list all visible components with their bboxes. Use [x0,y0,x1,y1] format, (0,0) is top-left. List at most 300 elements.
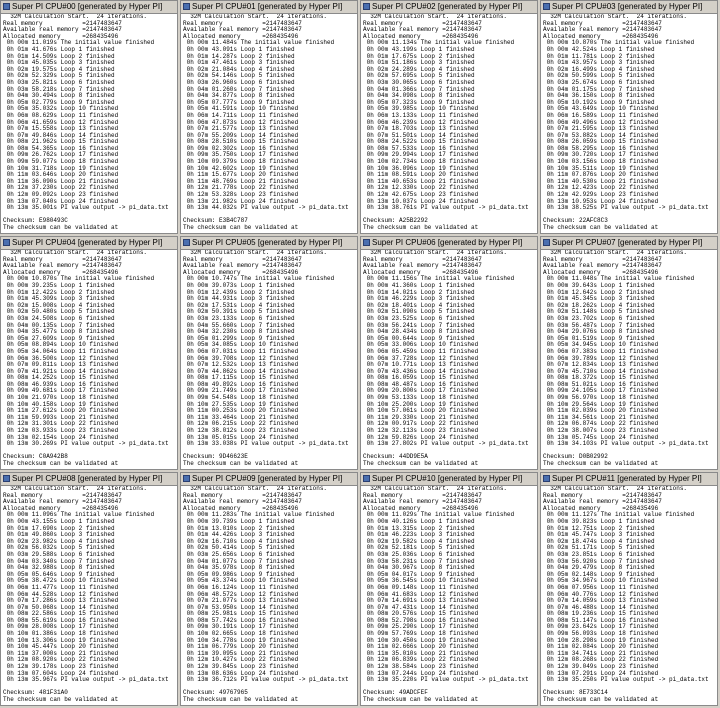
loop-line: 0h 12m 39.845s Loop 23 finished [183,663,299,671]
loop-line: 0h 04m 55.660s Loop 7 finished [183,321,295,329]
superpi-window[interactable] [360,472,538,706]
loop-line: 0h 09m 30.720s Loop 17 finished [543,151,659,159]
loop-line: 0h 05m 39.985s Loop 10 finished [363,105,479,113]
loop-line: 0h 06m 46.239s Loop 12 finished [363,118,479,126]
loop-line: 0h 11m 07.876s Loop 20 finished [543,171,659,179]
header-line: 32M Calculation Start. 24 iterations. [3,250,148,256]
loop-line: 0h 04m 32.988s Loop 8 finished [3,564,115,572]
loop-line: 0h 01m 44.931s Loop 3 finished [183,295,295,303]
app-icon [363,3,370,10]
app-icon [543,3,550,10]
header-line: Allocated memory =268435496 [543,32,659,40]
loop-line: 0h 09m 23.642s Loop 17 finished [543,623,659,631]
loop-line: 0h 05m 38.472s Loop 10 finished [3,577,119,585]
console-output [361,14,537,233]
superpi-window[interactable] [0,0,178,234]
loop-line: 0h 07m 49.846s Loop 14 finished [3,131,119,139]
loop-line: 0h 02m 51.171s Loop 5 finished [543,544,655,552]
loop-line: 0h 01m 14.509s Loop 2 finished [3,52,115,60]
header-line: 32M Calculation Start. 24 iterations. [183,486,328,492]
loop-line: 0h 01m 49.860s Loop 3 finished [3,531,115,539]
header-line: Real memory =2147483647 [543,491,662,499]
loop-line: 0h 03m 25.821s Loop 6 finished [3,78,115,86]
window-title-bar[interactable] [1,237,177,250]
checksum-line: Checksum: C0A942B8 [3,453,68,461]
loop-line: 0h 04m 35.477s Loop 8 finished [3,328,115,336]
header-line: Real memory =2147483647 [183,491,302,499]
loop-line: 0h 08m 18.372s Loop 15 finished [543,374,659,382]
loop-line: 0h 05m 02.148s Loop 9 finished [543,570,655,578]
loop-line: 0h 05m 43.649s Loop 10 finished [543,105,659,113]
loop-line: 0h 02m 18.401s Loop 4 finished [363,301,475,309]
loop-line: 0h 12m 37.230s Loop 22 finished [3,184,119,192]
footer-line: The checksum can be validated at [543,696,659,703]
header-line: Real memory =2147483647 [363,255,482,263]
superpi-window[interactable] [180,0,358,234]
loop-line: 0h 00m 10.747s The initial value finished [183,275,335,283]
loop-line: 0h 00m 43.091s Loop 1 finished [183,45,295,53]
loop-line: 0h 09m 29.994s Loop 17 finished [363,151,479,159]
loop-line: 0h 13m 10.953s Loop 24 finished [543,197,659,205]
loop-line: 0h 02m 50.414s Loop 5 finished [183,544,295,552]
loop-line: 0h 03m 23.851s Loop 6 finished [543,550,655,558]
loop-line: 0h 02m 19.582s Loop 4 finished [363,537,475,545]
loop-line: 0h 08m 54.365s Loop 16 finished [3,144,119,152]
superpi-window[interactable] [540,472,718,706]
loop-line: 0h 07m 12.834s Loop 13 finished [543,361,659,369]
loop-line: 0h 12m 00.917s Loop 22 finished [363,420,479,428]
loop-line: 0h 01m 45.345s Loop 3 finished [543,295,655,303]
loop-line: 0h 05m 07.323s Loop 9 finished [363,98,475,106]
header-line: 32M Calculation Start. 24 iterations. [543,486,688,492]
loop-line: 0h 13m 38.525s PI value output -> pi_data.txt [543,204,709,212]
console-output [541,14,717,233]
loop-line: 0h 02m 16.710s Loop 4 finished [183,537,295,545]
loop-line: 0h 13m 02.154s Loop 24 finished [3,433,119,441]
loop-line: 0h 07m 21.077s Loop 13 finished [183,597,299,605]
console-output [181,14,357,233]
loop-line: 0h 05m 00.644s Loop 9 finished [363,334,475,342]
loop-line: 0h 07m 51.501s Loop 14 finished [363,131,479,139]
console-output [1,486,177,705]
window-title-bar[interactable] [1,1,177,14]
loop-line: 0h 02m 50.391s Loop 5 finished [183,308,295,316]
loop-line: 0h 12m 12.423s Loop 22 finished [543,184,659,192]
loop-line: 0h 08m 49.892s Loop 16 finished [183,380,299,388]
window-title-bar[interactable] [1,473,177,486]
console-output [181,486,357,705]
loop-line: 0h 02m 57.695s Loop 5 finished [363,72,475,80]
footer-line: The checksum can be validated at [543,224,659,231]
header-line: Available real memory =2147483647 [183,498,302,506]
loop-line: 0h 11m 40.530s Loop 21 finished [543,177,659,185]
loop-line: 0h 11m 00.253s Loop 20 finished [183,407,299,415]
app-icon [543,475,550,482]
loop-line: 0h 11m 15.677s Loop 20 finished [183,171,299,179]
loop-line: 0h 00m 11.134s The initial value finished [363,39,515,47]
header-line: Real memory =2147483647 [183,19,302,27]
loop-line: 0h 04m 29.076s Loop 8 finished [543,328,655,336]
loop-line: 0h 00m 11.096s The initial value finished [3,511,155,519]
superpi-window[interactable] [540,236,718,470]
window-title: Super PI CPU#00 [generated by Hyper PI] [12,2,163,11]
loop-line: 0h 06m 40.776s Loop 12 finished [543,590,659,598]
loop-line: 0h 10m 28.298s Loop 19 finished [543,636,659,644]
loop-line: 0h 07m 44.862s Loop 14 finished [183,367,299,375]
window-title-bar[interactable] [541,237,717,250]
checksum-line: Checksum: E3B4C787 [183,217,248,225]
loop-line: 0h 13m 34.103s PI value output -> pi_data.txt [543,440,709,448]
loop-line: 0h 10m 09.379s Loop 18 finished [183,158,299,166]
loop-line: 0h 11m 59.993s Loop 21 finished [3,413,119,421]
loop-line: 0h 11m 02.084s Loop 20 finished [543,643,659,651]
loop-line: 0h 05m 09.986s Loop 9 finished [183,570,295,578]
loop-line: 0h 04m 01.077s Loop 7 finished [183,557,295,565]
loop-line: 0h 10m 25.200s Loop 19 finished [363,400,479,408]
loop-line: 0h 12m 38.584s Loop 23 finished [363,663,479,671]
checksum-line: Checksum: 22AFC8C3 [543,217,608,225]
loop-line: 0h 00m 39.235s Loop 1 finished [3,281,115,289]
loop-line: 0h 04m 28.434s Loop 8 finished [363,328,475,336]
loop-line: 0h 01m 12.642s Loop 2 finished [543,288,655,296]
loop-line: 0h 07m 41.921s Loop 14 finished [3,367,119,375]
window-title-bar[interactable] [181,1,357,14]
loop-line: 0h 00m 39.823s Loop 1 finished [543,517,655,525]
window-title-bar[interactable] [361,1,537,14]
superpi-window[interactable] [360,0,538,234]
loop-line: 0h 06m 07.956s Loop 11 finished [543,583,659,591]
header-line: Available real memory =2147483647 [363,262,482,270]
checksum-line: Checksum: D0B02992 [543,453,608,461]
loop-line: 0h 05m 05.646s Loop 9 finished [3,570,115,578]
loop-line: 0h 08m 48.487s Loop 16 finished [363,380,479,388]
loop-line: 0h 08m 51.147s Loop 16 finished [543,616,659,624]
loop-line: 0h 01m 44.426s Loop 3 finished [183,531,295,539]
loop-line: 0h 07m 50.068s Loop 14 finished [3,603,119,611]
loop-line: 0h 03m 30.065s Loop 6 finished [363,78,475,86]
footer-line: The checksum can be validated at [183,696,299,703]
loop-line: 0h 10m 40.158s Loop 19 finished [3,400,119,408]
loop-line: 0h 07m 15.558s Loop 13 finished [3,125,119,133]
loop-line: 0h 07m 12.532s Loop 13 finished [183,361,299,369]
header-line: Available real memory =2147483647 [183,262,302,270]
header-line: Real memory =2147483647 [363,19,482,27]
window-title: Super PI CPU#01 [generated by Hyper PI] [192,2,343,11]
window-title-bar[interactable] [361,473,537,486]
loop-line: 0h 07m 45.710s Loop 14 finished [543,367,659,375]
header-line: Allocated memory =268435496 [363,32,479,40]
loop-line: 0h 12m 06.839s Loop 22 finished [363,656,479,664]
loop-line: 0h 05m 34.064s Loop 11 finished [3,347,119,355]
loop-line: 0h 03m 56.241s Loop 7 finished [363,321,475,329]
loop-line: 0h 13m 10.037s Loop 24 finished [363,197,479,205]
loop-line: 0h 08m 26.059s Loop 15 finished [543,138,659,146]
loop-line: 0h 09m 57.769s Loop 18 finished [363,630,479,638]
loop-line: 0h 10m 45.447s Loop 20 finished [3,643,119,651]
loop-line: 0h 11m 29.330s Loop 21 finished [363,413,479,421]
loop-line: 0h 05m 02.779s Loop 9 finished [3,98,115,106]
loop-line: 0h 07m 09.811s Loop 13 finished [3,361,119,369]
loop-line: 0h 01m 13.010s Loop 2 finished [183,524,295,532]
loop-line: 0h 07m 14.691s Loop 13 finished [363,597,479,605]
loop-line: 0h 13m 07.604s Loop 24 finished [3,669,119,677]
loop-line: 0h 02m 23.982s Loop 4 finished [3,537,115,545]
loop-line: 0h 01m 17.675s Loop 2 finished [363,52,475,60]
loop-line: 0h 05m 04.017s Loop 9 finished [363,570,475,578]
loop-line: 0h 11m 03.646s Loop 20 finished [3,171,119,179]
loop-line: 0h 02m 50.599s Loop 5 finished [543,72,655,80]
loop-line: 0h 06m 14.711s Loop 11 finished [183,111,299,119]
loop-line: 0h 10m 35.511s Loop 19 finished [543,164,659,172]
loop-line: 0h 01m 13.315s Loop 2 finished [363,524,475,532]
loop-line: 0h 07m 47.431s Loop 14 finished [363,603,479,611]
loop-line: 0h 01m 41.676s Loop 1 finished [3,45,115,53]
loop-line: 0h 12m 59.826s Loop 24 finished [363,433,479,441]
checksum-line: Checksum: 49ADCFEF [363,689,428,697]
header-line: Real memory =2147483647 [543,255,662,263]
loop-line: 0h 13m 07.244s Loop 24 finished [363,669,479,677]
header-line: Allocated memory =268435496 [3,504,119,512]
console-output [541,250,717,469]
superpi-window[interactable] [180,236,358,470]
header-line: Available real memory =2147483647 [3,498,122,506]
loop-line: 0h 07m 46.488s Loop 14 finished [543,603,659,611]
loop-line: 0h 01m 45.309s Loop 3 finished [3,295,115,303]
loop-line: 0h 09m 20.800s Loop 17 finished [363,387,479,395]
loop-line: 0h 11m 34.561s Loop 21 finished [543,413,659,421]
loop-line: 0h 02m 54.146s Loop 5 finished [183,72,295,80]
loop-line: 0h 11m 39.095s Loop 21 finished [183,649,299,657]
checksum-line: Checksum: 9D46623E [183,453,248,461]
loop-line: 0h 04m 34.098s Loop 8 finished [363,92,475,100]
loop-line: 0h 07m 43.436s Loop 14 finished [363,367,479,375]
loop-line: 0h 13m 35.220s PI value output -> pi_data.txt [363,676,529,684]
loop-line: 0h 06m 49.496s Loop 12 finished [543,118,659,126]
loop-line: 0h 07m 21.577s Loop 13 finished [183,125,299,133]
loop-line: 0h 13m 08.636s Loop 24 finished [183,669,299,677]
loop-line: 0h 11m 27.612s Loop 20 finished [3,407,119,415]
loop-line: 0h 08m 21.962s Loop 15 finished [3,138,119,146]
footer-line: The checksum can be validated at [543,460,659,467]
console-output [361,250,537,469]
app-icon [3,475,10,482]
footer-line: The checksum can be validated at [3,224,119,231]
loop-line: 0h 08m 55.619s Loop 16 finished [3,616,119,624]
loop-line: 0h 06m 08.629s Loop 11 finished [3,111,119,119]
loop-line: 0h 02m 51.148s Loop 5 finished [543,308,655,316]
loop-line: 0h 02m 52.181s Loop 5 finished [363,544,475,552]
superpi-window[interactable] [360,236,538,470]
header-line: Allocated memory =268435496 [543,504,659,512]
header-line: 32M Calculation Start. 24 iterations. [183,250,328,256]
header-line: Available real memory =2147483647 [543,26,662,34]
loop-line: 0h 06m 05.459s Loop 11 finished [363,347,479,355]
header-line: Real memory =2147483647 [363,491,482,499]
loop-line: 0h 12m 06.215s Loop 22 finished [183,420,299,428]
window-title: Super PI CPU#07 [generated by Hyper PI] [552,238,703,247]
loop-line: 0h 00m 39.739s Loop 1 finished [183,517,295,525]
loop-line: 0h 02m 15.008s Loop 4 finished [3,301,115,309]
app-icon [183,3,190,10]
loop-line: 0h 05m 35.032s Loop 10 finished [3,105,119,113]
loop-line: 0h 10m 02.665s Loop 18 finished [183,630,299,638]
loop-line: 0h 04m 32.230s Loop 8 finished [183,328,295,336]
loop-line: 0h 09m 25.290s Loop 17 finished [363,623,479,631]
loop-line: 0h 09m 54.548s Loop 18 finished [183,394,299,402]
loop-line: 0h 03m 29.588s Loop 6 finished [3,550,115,558]
checksum-line: Checksum: 44DD9E5A [363,453,428,461]
checksum-line: Checksum: 49767965 [183,689,248,697]
loop-line: 0h 11m 35.010s Loop 21 finished [363,649,479,657]
loop-line: 0h 00m 40.126s Loop 1 finished [363,517,475,525]
footer-line: The checksum can be validated at [3,460,119,467]
header-line: Available real memory =2147483647 [3,26,122,34]
loop-line: 0h 06m 41.659s Loop 12 finished [3,118,119,126]
loop-line: 0h 10m 30.450s Loop 19 finished [363,636,479,644]
loop-line: 0h 12m 53.328s Loop 23 finished [183,191,299,199]
superpi-window[interactable] [0,472,178,706]
loop-line: 0h 03m 23.525s Loop 6 finished [363,314,475,322]
app-icon [3,3,10,10]
window-title: Super PI CPU#04 [generated by Hyper PI] [12,238,163,247]
header-line: Allocated memory =268435496 [363,268,479,276]
loop-line: 0h 13m 05.745s Loop 24 finished [543,433,659,441]
loop-line: 0h 05m 36.545s Loop 10 finished [363,577,479,585]
loop-line: 0h 01m 51.186s Loop 3 finished [363,59,475,67]
loop-line: 0h 13m 05.015s Loop 24 finished [183,433,299,441]
header-line: 32M Calculation Start. 24 iterations. [3,14,148,20]
window-title-bar[interactable] [541,473,717,486]
loop-line: 0h 10m 21.970s Loop 18 finished [3,394,119,402]
loop-line: 0h 01m 46.229s Loop 3 finished [363,295,475,303]
loop-line: 0h 06m 16.589s Loop 11 finished [543,111,659,119]
loop-line: 0h 05m 07.777s Loop 9 finished [183,98,295,106]
console-output [361,486,537,705]
loop-line: 0h 04m 30.967s Loop 8 finished [363,564,475,572]
loop-line: 0h 00m 39.073s Loop 1 finished [183,281,295,289]
loop-line: 0h 08m 20.576s Loop 15 finished [363,610,479,618]
loop-line: 0h 08m 58.295s Loop 16 finished [543,144,659,152]
loop-line: 0h 01m 45.747s Loop 3 finished [543,531,655,539]
loop-line: 0h 09m 49.681s Loop 17 finished [3,387,119,395]
loop-line: 0h 13m 07.040s Loop 24 finished [3,197,119,205]
app-icon [3,239,10,246]
loop-line: 0h 02m 51.090s Loop 5 finished [363,308,475,316]
loop-line: 0h 12m 08.920s Loop 22 finished [3,656,119,664]
header-line: Available real memory =2147483647 [363,26,482,34]
loop-line: 0h 00m 11.156s The initial value finished [363,275,515,283]
loop-line: 0h 02m 16.499s Loop 4 finished [543,65,655,73]
loop-line: 0h 12m 39.049s Loop 23 finished [543,663,659,671]
loop-line: 0h 03m 26.960s Loop 6 finished [183,78,295,86]
checksum-line: Checksum: A25B2292 [363,217,428,225]
loop-line: 0h 03m 23.133s Loop 6 finished [183,314,295,322]
loop-line: 0h 04m 00.135s Loop 7 finished [3,321,115,329]
loop-line: 0h 01m 12.751s Loop 2 finished [543,524,655,532]
loop-line: 0h 02m 19.575s Loop 4 finished [3,65,115,73]
loop-line: 0h 10m 03.156s Loop 18 finished [543,158,659,166]
footer-line: The checksum can be validated at [363,224,479,231]
loop-line: 0h 06m 13.133s Loop 11 finished [363,111,479,119]
loop-line: 0h 12m 09.092s Loop 23 finished [3,191,119,199]
loop-line: 0h 13m 30.269s PI value output -> pi_data.txt [3,440,169,448]
window-title-bar[interactable] [361,237,537,250]
loop-line: 0h 10m 13.306s Loop 19 finished [3,636,119,644]
loop-line: 0h 13m 38.761s PI value output -> pi_data.txt [363,204,529,212]
loop-line: 0h 09m 28.008s Loop 17 finished [3,623,119,631]
loop-line: 0h 04m 29.479s Loop 8 finished [543,564,655,572]
loop-line: 0h 00m 42.524s Loop 1 finished [543,45,655,53]
window-title-bar[interactable] [181,473,357,486]
loop-line: 0h 12m 32.113s Loop 23 finished [363,427,479,435]
checksum-line: Checksum: 8E733C14 [543,689,608,697]
window-title-bar[interactable] [181,237,357,250]
superpi-window[interactable] [0,236,178,470]
loop-line: 0h 01m 14.287s Loop 2 finished [183,52,295,60]
footer-line: The checksum can be validated at [3,696,119,703]
loop-line: 0h 11m 48.769s Loop 21 finished [183,177,299,185]
window-title-bar[interactable] [541,1,717,14]
loop-line: 0h 10m 02.734s Loop 18 finished [363,158,479,166]
loop-line: 0h 13m 44.032s PI value output -> pi_data.txt [183,204,349,212]
loop-line: 0h 13m 35.001s PI value output -> pi_data.txt [3,204,169,212]
window-title: Super PI CPU#10 [generated by Hyper PI] [372,474,523,483]
window-title: Super PI CPU#05 [generated by Hyper PI] [192,238,343,247]
superpi-window[interactable] [180,472,358,706]
loop-line: 0h 07m 10.771s Loop 13 finished [363,361,479,369]
loop-line: 0h 06m 07.031s Loop 11 finished [183,347,299,355]
app-icon [363,475,370,482]
loop-line: 0h 11m 02.666s Loop 20 finished [363,643,479,651]
loop-line: 0h 06m 48.572s Loop 12 finished [183,590,299,598]
loop-line: 0h 03m 58.231s Loop 7 finished [363,557,475,565]
loop-line: 0h 07m 18.703s Loop 13 finished [363,125,479,133]
loop-line: 0h 02m 50.480s Loop 5 finished [3,308,115,316]
app-icon [183,239,190,246]
loop-line: 0h 13m 33.038s PI value output -> pi_data.txt [183,440,349,448]
loop-line: 0h 10m 31.718s Loop 19 finished [3,164,119,172]
loop-line: 0h 10m 42.602s Loop 19 finished [183,164,299,172]
window-title: Super PI CPU#09 [generated by Hyper PI] [192,474,343,483]
app-icon [183,475,190,482]
superpi-window[interactable] [540,0,718,234]
loop-line: 0h 05m 34.085s Loop 10 finished [183,341,299,349]
loop-line: 0h 01m 46.223s Loop 3 finished [363,531,475,539]
header-line: 32M Calculation Start. 24 iterations. [543,250,688,256]
console-output [1,250,177,469]
header-line: Available real memory =2147483647 [543,498,662,506]
loop-line: 0h 11m 33.464s Loop 21 finished [183,413,299,421]
header-line: Real memory =2147483647 [183,255,302,263]
header-line: Real memory =2147483647 [3,491,122,499]
loop-line: 0h 03m 25.656s Loop 6 finished [183,550,295,558]
loop-line: 0h 08m 22.586s Loop 15 finished [3,610,119,618]
footer-line: The checksum can be validated at [183,224,299,231]
loop-line: 0h 01m 47.461s Loop 3 finished [183,59,295,67]
console-output [181,250,357,469]
loop-line: 0h 07m 21.595s Loop 13 finished [543,125,659,133]
header-line: Available real memory =2147483647 [543,262,662,270]
loop-line: 0h 13m 07.291s Loop 24 finished [543,669,659,677]
loop-line: 0h 11m 08.591s Loop 20 finished [363,171,479,179]
loop-line: 0h 11m 34.741s Loop 21 finished [543,649,659,657]
loop-line: 0h 09m 56.093s Loop 18 finished [543,630,659,638]
loop-line: 0h 00m 11.029s The initial value finished [363,511,515,519]
loop-line: 0h 05m 10.192s Loop 9 finished [543,98,655,106]
loop-line: 0h 12m 42.929s Loop 23 finished [543,191,659,199]
loop-line: 0h 12m 21.778s Loop 22 finished [183,184,299,192]
header-line: Real memory =2147483647 [3,255,122,263]
